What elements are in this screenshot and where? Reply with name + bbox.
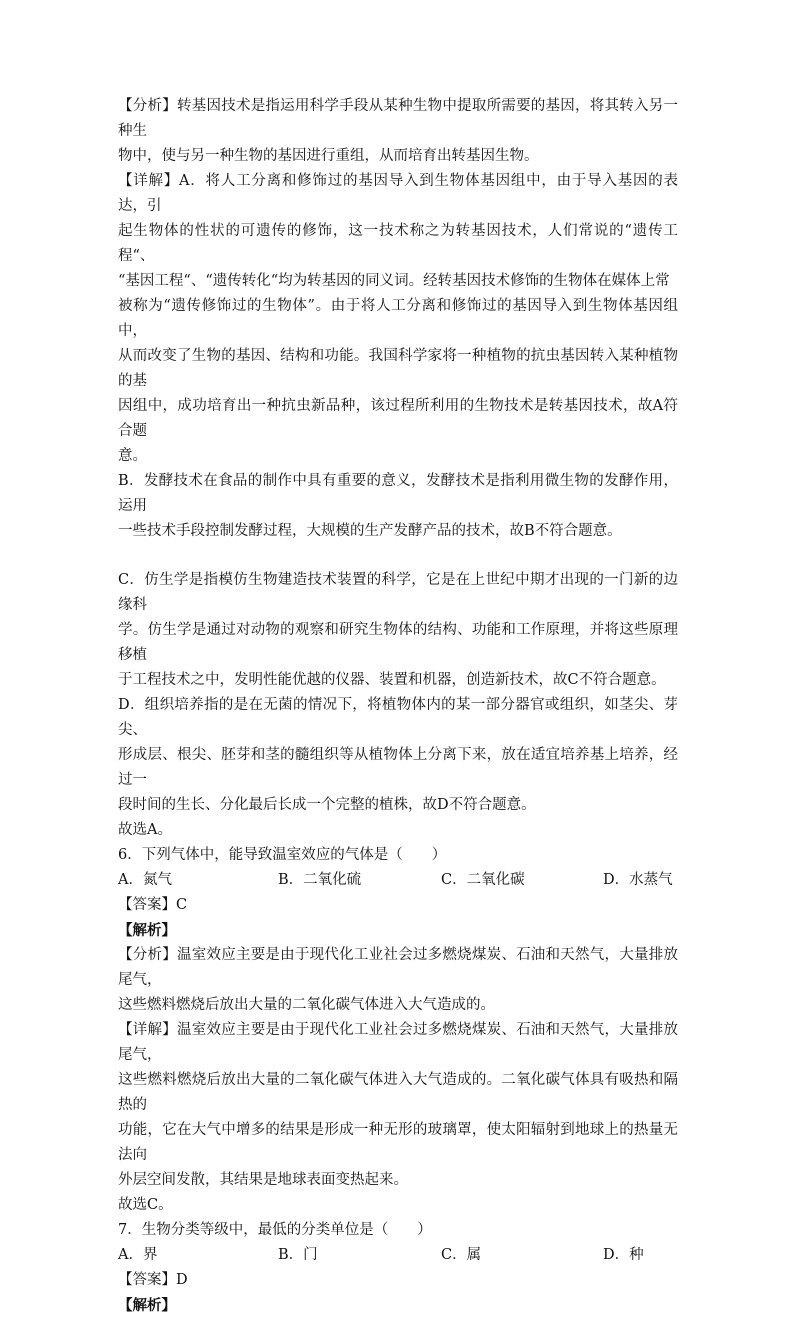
q7-explanation-heading: 【解析】 [118,1297,176,1314]
option-c-line-3: 于工程技术之中，发明性能优越的仪器、装置和机器，创造新技术，故C不符合题意。 [118,672,666,688]
question-6: 6．下列气体中，能导致温室效应的气体是（ ） [118,847,447,863]
option-d-line-3: 段时间的生长、分化最后长成一个完整的植株，故D不符合题意。 [118,797,536,813]
detail-line-7: 意。 [118,448,147,464]
q6-option-d: D．水蒸气 [603,872,673,888]
conclusion-q6: 故选C。 [118,1197,173,1213]
option-d-line-1: D．组织培养指的是在无菌的情况下，将植物体内的某一部分器官或组织，如茎尖、芽尖、 [118,697,678,738]
document-page [118,94,678,1318]
question-7: 7．生物分类等级中，最低的分类单位是（ ） [118,1222,432,1238]
conclusion-q5: 故选A。 [118,822,172,838]
option-b-line-1: B．发酵技术在食品的制作中具有重要的意义，发酵技术是指利用微生物的发酵作用，运用 [118,473,678,514]
q6-option-c: C．二氧化碳 [441,872,525,888]
q6-analysis-line-1: 【分析】温室效应主要是由于现代化工业社会过多燃烧煤炭、石油和天然气，大量排放尾气， [118,947,678,988]
q7-answer: 【答案】D [118,1272,188,1288]
detail-line-4: 被称为“遗传修饰过的生物体”。由于将人工分离和修饰过的基因导入到生物体基因组中， [118,298,678,339]
q7-option-d: D．种 [603,1247,644,1263]
detail-line-6: 因组中，成功培育出一种抗虫新品种，该过程所利用的生物技术是转基因技术，故A符合题 [118,398,678,439]
q6-answer: 【答案】C [118,897,188,913]
option-c-line-2: 学。仿生学是通过对动物的观察和研究生物体的结构、功能和工作原理，并将这些原理移植 [118,622,678,663]
q7-options [118,1243,678,1268]
q6-option-a: A．氮气 [118,872,172,888]
detail-line-2: 起生物体的性状的可遗传的修饰，这一技术称之为转基因技术，人们常说的“遗传工程“、 [118,223,678,264]
q7-option-a: A．界 [118,1247,158,1263]
detail-line-5: 从而改变了生物的基因、结构和功能。我国科学家将一种植物的抗虫基因转入某种植物的基 [118,348,678,389]
q6-detail-line-1: 【详解】温室效应主要是由于现代化工业社会过多燃烧煤炭、石油和天然气，大量排放尾气， [118,1022,678,1063]
q6-explanation-heading: 【解析】 [118,922,176,939]
option-c-line-1: C．仿生学是指模仿生物建造技术装置的科学，它是在上世纪中期才出现的一门新的边缘科 [118,572,678,613]
detail-line-1: 【详解】A．将人工分离和修饰过的基因导入到生物体基因组中，由于导入基因的表达，引 [118,173,678,214]
blank-gap [118,544,678,568]
q6-detail-line-4: 外层空间发散，其结果是地球表面变热起来。 [118,1172,408,1188]
q6-analysis-line-2: 这些燃料燃烧后放出大量的二氧化碳气体进入大气造成的。 [118,997,495,1013]
detail-line-3: “基因工程“、“遗传转化“均为转基因的同义词。经转基因技术修饰的生物体在媒体上常 [118,273,670,289]
q7-option-c: C．属 [441,1247,482,1263]
option-d-line-2: 形成层、根尖、胚芽和茎的髓组织等从植物体上分离下来，放在适宜培养基上培养，经过一 [118,747,678,788]
q6-detail-line-2: 这些燃料燃烧后放出大量的二氧化碳气体进入大气造成的。二氧化碳气体具有吸热和隔热的 [118,1072,678,1113]
q6-option-b: B．二氧化硫 [278,872,362,888]
q7-option-b: B．门 [278,1247,318,1263]
q6-options [118,868,678,893]
q6-detail-line-3: 功能，它在大气中增多的结果是形成一种无形的玻璃罩，使太阳辐射到地球上的热量无法向 [118,1122,678,1163]
analysis-line-2: 物中，使与另一种生物的基因进行重组，从而培育出转基因生物。 [118,148,539,164]
option-b-line-2: 一些技术手段控制发酵过程，大规模的生产发酵产品的技术，故B不符合题意。 [118,523,622,539]
analysis-line-1: 【分析】转基因技术是指运用科学手段从某种生物中提取所需要的基因，将其转入另一种生 [118,98,678,139]
